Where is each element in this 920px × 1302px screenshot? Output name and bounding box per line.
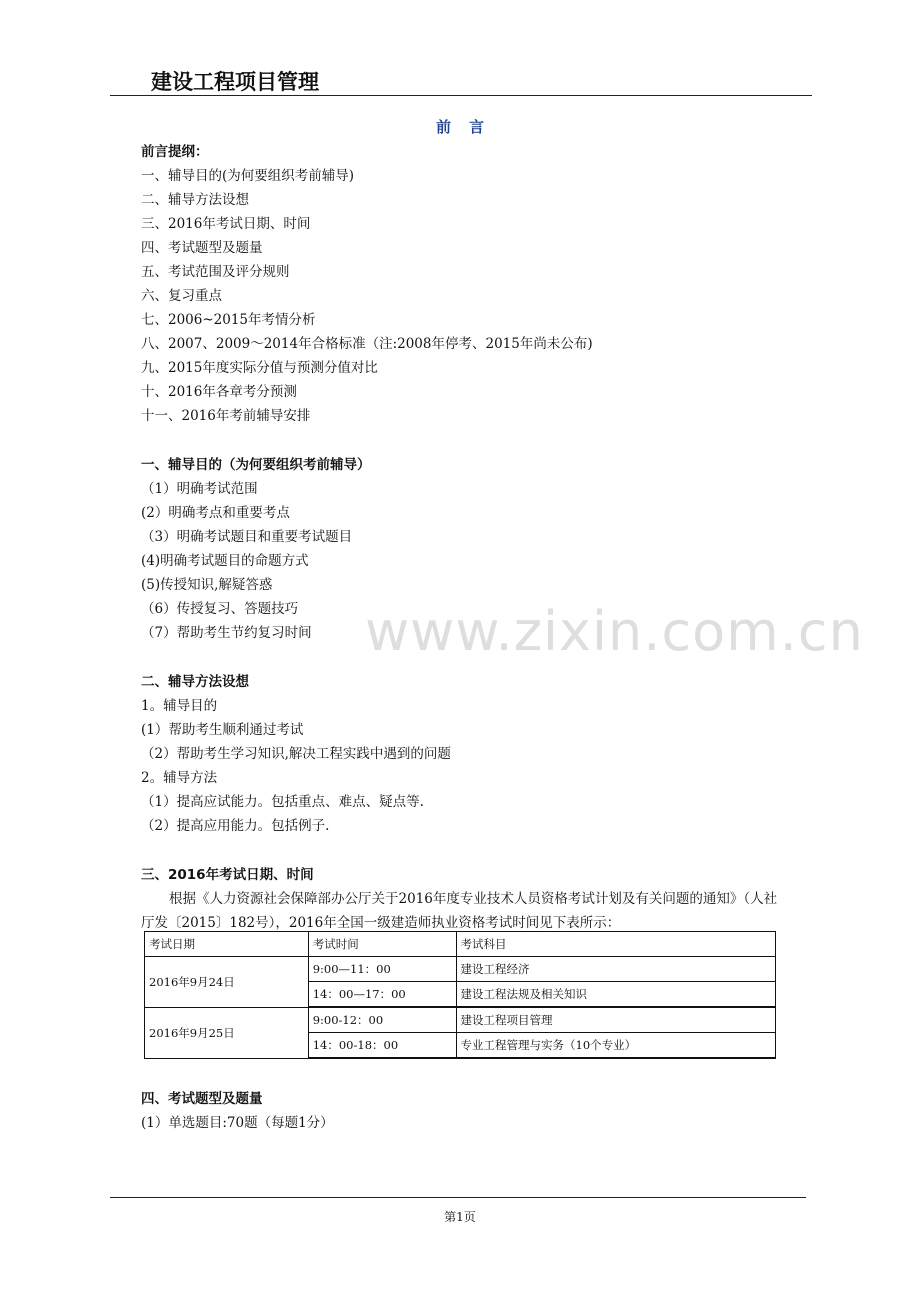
list-item: (1）单选题目:70题（每题1分） [141, 1115, 334, 1131]
page-number: 第1页 [444, 1210, 476, 1224]
table-header-cell: 考试时间 [308, 932, 456, 957]
list-item: （3）明确考试题目和重要考试题目 [141, 529, 353, 545]
list-item: （1）提高应试能力。包括重点、难点、疑点等. [141, 794, 424, 810]
paragraph-line: 根据《人力资源社会保障部办公厅关于2016年度专业技术人员资格考试计划及有关问题的通知》（人社 [169, 891, 778, 907]
outline-item: 七、2006~2015年考情分析 [141, 312, 316, 328]
table-cell-date: 2016年9月24日 [145, 957, 309, 1008]
list-item: 1。辅导目的 [141, 698, 218, 714]
table-cell-subject: 建设工程项目管理 [456, 1007, 775, 1033]
outline-label: 前言提纲： [141, 144, 209, 160]
outline-item: 八、2007、2009～2014年合格标准（注:2008年停考、2015年尚未公布) [141, 336, 593, 352]
list-item: (1）帮助考生顺利通过考试 [141, 722, 304, 738]
header-divider [110, 95, 812, 96]
outline-item: 五、考试范围及评分规则 [141, 264, 290, 280]
list-item: 2。辅导方法 [141, 770, 218, 786]
list-item: （2）提高应用能力。包括例子. [141, 818, 330, 834]
table-row [145, 957, 776, 982]
table-row [145, 1007, 776, 1033]
list-item: (5)传授知识,解疑答惑 [141, 577, 273, 593]
section-heading: 二、辅导方法设想 [141, 674, 249, 690]
section-heading: 一、辅导目的（为何要组织考前辅导） [141, 457, 371, 473]
outline-item: 一、辅导目的(为何要组织考前辅导) [141, 168, 355, 184]
table-cell-time: 9:00-12：00 [308, 1007, 456, 1033]
list-item: (4)明确考试题目的命题方式 [141, 553, 309, 569]
document-header-title: 建设工程项目管理 [151, 70, 319, 94]
outline-item: 三、2016年考试日期、时间 [141, 216, 311, 232]
footer-divider [110, 1197, 806, 1198]
watermark: www.zixin.com.cn [365, 600, 864, 663]
table-cell-subject: 建设工程法规及相关知识 [456, 982, 775, 1008]
outline-item: 四、考试题型及题量 [141, 240, 263, 256]
table-cell-time: 14：00-18：00 [308, 1033, 456, 1059]
table-cell-subject: 专业工程管理与实务（10个专业） [456, 1033, 775, 1059]
list-item: （7）帮助考生节约复习时间 [141, 625, 312, 641]
table-cell-time: 9:00—11：00 [308, 957, 456, 982]
table-header-cell: 考试日期 [145, 932, 309, 957]
table-cell-subject: 建设工程经济 [456, 957, 775, 982]
section-heading: 三、2016年考试日期、时间 [141, 867, 314, 883]
list-item: （2）帮助考生学习知识,解决工程实践中遇到的问题 [141, 746, 451, 762]
paragraph-line: 厅发〔2015〕182号），2016年全国一级建造师执业资格考试时间见下表所示： [141, 915, 621, 931]
table-cell-time: 14：00—17：00 [308, 982, 456, 1008]
outline-item: 二、辅导方法设想 [141, 192, 249, 208]
table-cell-date: 2016年9月25日 [145, 1007, 309, 1058]
table-header-row [145, 932, 776, 957]
list-item: (2）明确考点和重要考点 [141, 505, 290, 521]
section-heading: 四、考试题型及题量 [141, 1091, 263, 1107]
outline-item: 九、2015年度实际分值与预测分值对比 [141, 360, 378, 376]
preface-title: 前言 [435, 118, 502, 136]
outline-item: 十一、2016年考前辅导安排 [141, 408, 311, 424]
table-header-cell: 考试科目 [456, 932, 775, 957]
outline-item: 六、复习重点 [141, 288, 222, 304]
list-item: （6）传授复习、答题技巧 [141, 601, 299, 617]
list-item: （1）明确考试范围 [141, 481, 258, 497]
outline-item: 十、2016年各章考分预测 [141, 384, 297, 400]
exam-schedule-table [144, 931, 776, 1059]
